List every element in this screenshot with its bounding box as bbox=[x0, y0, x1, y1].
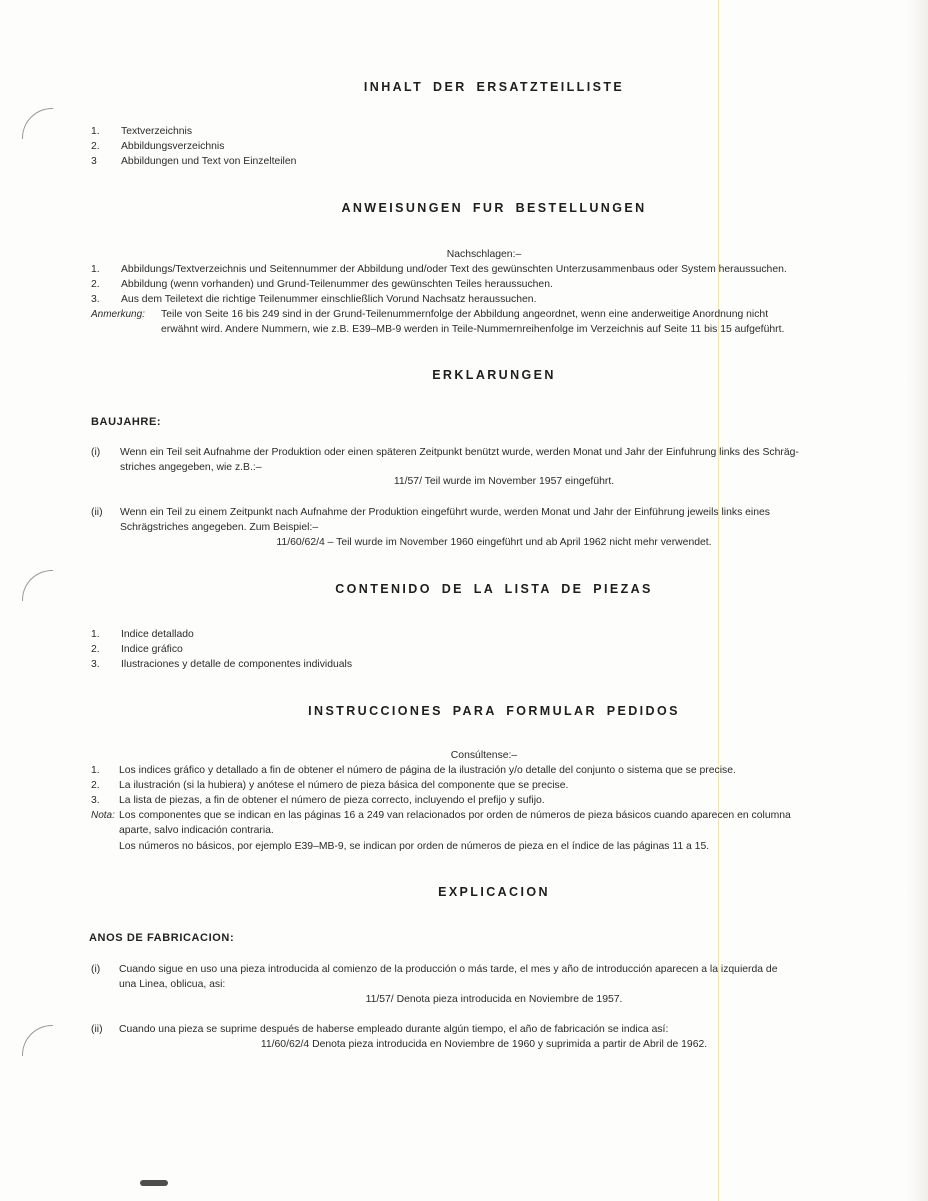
explicacion-heading: EXPLICACION bbox=[438, 885, 550, 899]
list-number: 3. bbox=[91, 795, 100, 806]
list-item: Indice gráfico bbox=[121, 644, 183, 655]
example-text: 11/57/ Teil wurde im November 1957 eingeführt. bbox=[393, 476, 615, 487]
item-number: (ii) bbox=[91, 1024, 103, 1035]
list-number: 1. bbox=[91, 629, 100, 640]
paragraph-line: Cuando sigue en uso una pieza introducida al comienzo de la producción o más tarde, el mes y año de introducción aparecen a la izquierda de bbox=[119, 964, 778, 975]
punch-hole-mark bbox=[22, 108, 53, 139]
instrucciones-heading: INSTRUCCIONES PARA FORMULAR PEDIDOS bbox=[308, 704, 680, 718]
fold-line bbox=[718, 0, 719, 1201]
nachschlagen-label: Nachschlagen:– bbox=[446, 249, 522, 260]
paragraph-line: Cuando una pieza se suprime después de haberse empleado durante algún tiempo, el año de fabricación se indica así: bbox=[119, 1024, 669, 1035]
consultense-label: Consúltense:– bbox=[450, 750, 518, 761]
list-item: Abbildungen und Text von Einzelteilen bbox=[121, 156, 297, 167]
paragraph-line: Wenn ein Teil seit Aufnahme der Produktion oder einen späteren Zeitpunkt benützt wurde, werden Monat und Jahr der Einfuhrung links des Schräg- bbox=[120, 447, 799, 458]
note-text: Los componentes que se indican en las páginas 16 a 249 van relacionados por orden de números de pieza básicos cuando aparecen en columna bbox=[119, 810, 791, 821]
list-item: Indice detallado bbox=[121, 629, 194, 640]
list-number: 2. bbox=[91, 141, 100, 152]
list-number: 2. bbox=[91, 279, 100, 290]
list-item: Abbildungs/Textverzeichnis und Seitennummer der Abbildung und/oder Text des gewünschten Unterzusammenbaus oder System heraussuchen. bbox=[121, 264, 787, 275]
list-item: Abbildung (wenn vorhanden) und Grund-Teilenummer des gewünschten Teiles heraussuchen. bbox=[121, 279, 553, 290]
anweisungen-heading: ANWEISUNGEN FUR BESTELLUNGEN bbox=[341, 201, 647, 215]
list-number: 1. bbox=[91, 264, 100, 275]
paragraph-line: Schrägstriches angegeben. Zum Beispiel:– bbox=[120, 522, 319, 533]
paragraph-line: una Linea, oblicua, asi: bbox=[119, 979, 226, 990]
note-text: aparte, salvo indicación contraria. bbox=[119, 825, 274, 836]
erklarungen-heading: ERKLARUNGEN bbox=[432, 368, 556, 382]
note-text: Los números no básicos, por ejemplo E39–MB-9, se indican por orden de números de pieza en el índice de las páginas 11 a 15. bbox=[119, 841, 710, 852]
list-number: 1. bbox=[91, 765, 100, 776]
paragraph-line: striches angegeben, wie z.B.:– bbox=[120, 462, 262, 473]
list-item: Los indices gráfico y detallado a fin de obtener el número de página de la ilustración y/o detalle del conjunto o sistema que se precise. bbox=[119, 765, 736, 776]
list-number: 2. bbox=[91, 644, 100, 655]
list-item: Ilustraciones y detalle de componentes individuals bbox=[121, 659, 353, 670]
list-number: 2. bbox=[91, 780, 100, 791]
item-number: (i) bbox=[91, 964, 101, 975]
item-number: (ii) bbox=[91, 507, 103, 518]
page-edge-shadow bbox=[906, 0, 928, 1201]
list-number: 3. bbox=[91, 659, 100, 670]
list-item: Textverzeichnis bbox=[121, 126, 193, 137]
ink-smudge bbox=[140, 1180, 168, 1186]
list-number: 3. bbox=[91, 294, 100, 305]
list-number: 3 bbox=[91, 156, 97, 167]
anos-subheading: ANOS DE FABRICACION: bbox=[89, 932, 235, 944]
note-label: Anmerkung: bbox=[91, 309, 145, 320]
note-text: Teile von Seite 16 bis 249 sind in der Grund-Teilenummernfolge der Abbildung angeordnet, wenn eine anderweitige Anordnung nicht bbox=[161, 309, 769, 320]
note-text: erwähnt wird. Andere Nummern, wie z.B. E39–MB-9 werden in Teile-Nummernreihenfolge im Verzeichnis auf Seite 11 bis 15 aufgeführt. bbox=[161, 324, 785, 335]
list-item: La ilustración (si la hubiera) y anótese el número de pieza básica del componente que se precise. bbox=[119, 780, 569, 791]
contenido-heading: CONTENIDO DE LA LISTA DE PIEZAS bbox=[335, 582, 653, 596]
example-text: 11/60/62/4 Denota pieza introducida en Noviembre de 1960 y suprimida a partir de Abril de 1962. bbox=[260, 1039, 708, 1050]
example-text: 11/57/ Denota pieza introducida en Noviembre de 1957. bbox=[365, 994, 623, 1005]
list-item: La lista de piezas, a fin de obtener el número de pieza correcto, incluyendo el prefijo y sufijo. bbox=[119, 795, 545, 806]
note-label: Nota: bbox=[91, 810, 115, 821]
inhalt-heading: INHALT DER ERSATZTEILLISTE bbox=[363, 80, 625, 94]
list-number: 1. bbox=[91, 126, 100, 137]
baujahre-subheading: BAUJAHRE: bbox=[91, 416, 162, 428]
example-text: 11/60/62/4 – Teil wurde im November 1960 eingeführt und ab April 1962 nicht mehr verwendet. bbox=[276, 537, 712, 548]
paragraph-line: Wenn ein Teil zu einem Zeitpunkt nach Aufnahme der Produktion eingeführt wurde, werden Monat und Jahr der Einführung jeweils links eines bbox=[120, 507, 770, 518]
item-number: (i) bbox=[91, 447, 101, 458]
list-item: Aus dem Teiletext die richtige Teilenummer einschließlich Vorund Nachsatz heraussuchen. bbox=[121, 294, 537, 305]
list-item: Abbildungsverzeichnis bbox=[121, 141, 225, 152]
